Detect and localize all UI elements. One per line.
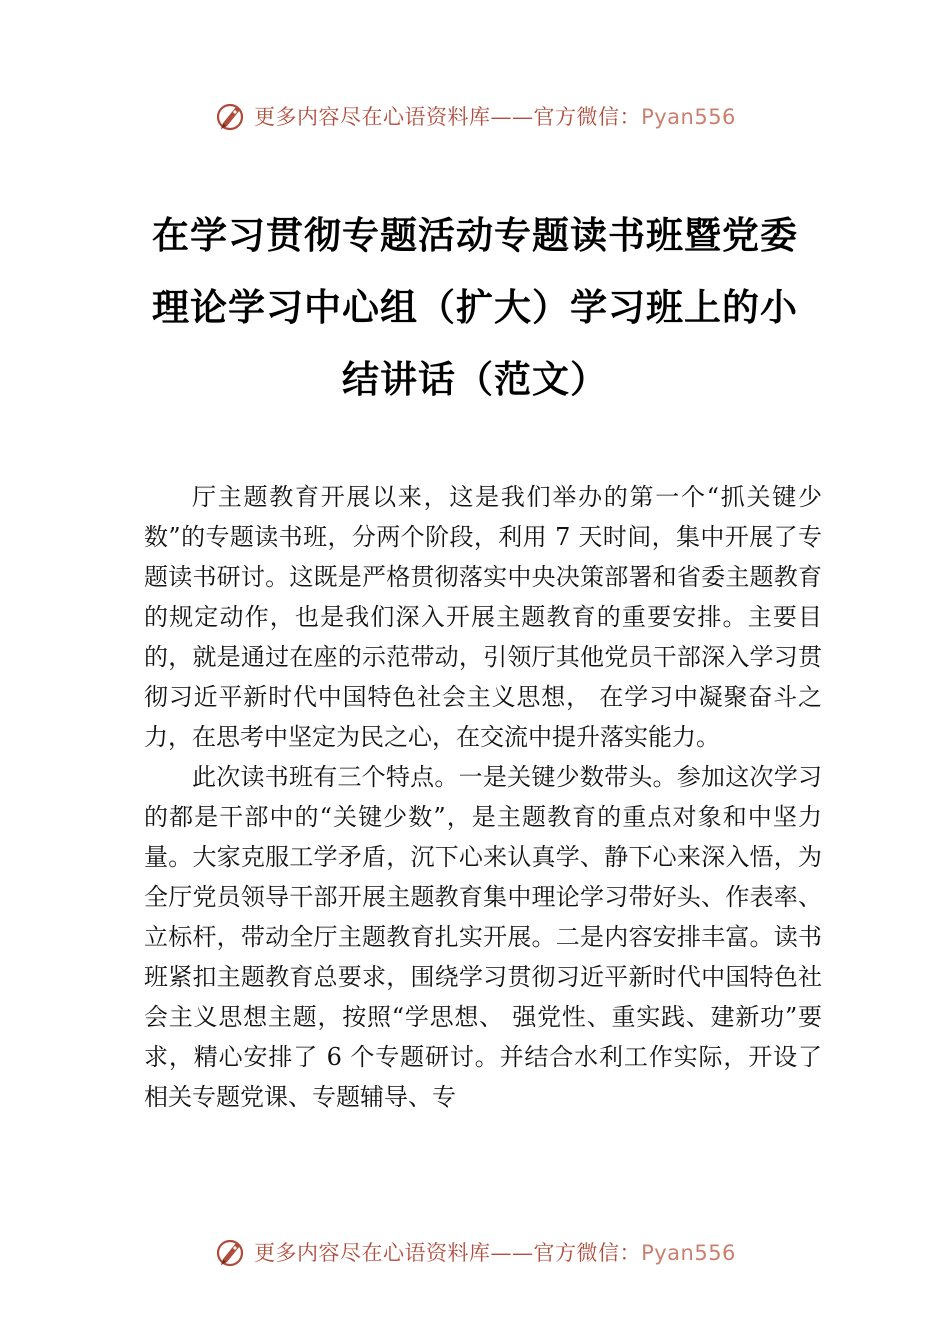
footer-watermark xyxy=(0,1232,950,1272)
watermark-text xyxy=(254,1237,736,1267)
header-watermark xyxy=(0,96,950,136)
watermark-handle: Pyan556 xyxy=(641,1241,736,1265)
document-body xyxy=(144,477,822,1117)
watermark-text xyxy=(254,101,736,131)
watermark-handle: Pyan556 xyxy=(641,105,736,129)
pen-nib-logo-icon xyxy=(214,99,248,133)
watermark-prefix: 更多内容尽在心语资料库——官方微信： xyxy=(254,105,642,129)
pen-nib-logo-icon xyxy=(214,1235,248,1269)
paragraph-1: 厅主题教育开展以来，这是我们举办的第一个“抓关键少数”的专题读书班，分两个阶段，利用 7 天时间，集中开展了专题读书研讨。这既是严格贯彻落实中央决策部署和省委主题教育的规定动作，也是我们深入开展主题教育的重要安排。主要目的，就是通过在座的示范带动，引领厅其他党员干部深入学习贯彻习近平新时代中国特色社会主义思想， 在学习中凝聚奋斗之力，在思考中坚定为民之心，在交流中提升落实能力。 xyxy=(144,483,822,751)
document-title: 在学习贯彻专题活动专题读书班暨党委理论学习中心组（扩大）学习班上的小结讲话（范文） xyxy=(152,214,798,401)
paragraph-2: 此次读书班有三个特点。一是关键少数带头。参加这次学习的都是干部中的“关键少数”，是主题教育的重点对象和中坚力量。大家克服工学矛盾，沉下心来认真学、静下心来深入悟，为全厅党员领导干部开展主题教育集中理论学习带好头、作表率、立标杆，带动全厅主题教育扎实开展。二是内容安排丰富。读书班紧扣主题教育总要求，围绕学习贯彻习近平新时代中国特色社会主义思想主题，按照“学思想、 强党性、重实践、建新功”要求，精心安排了 6 个专题研讨。并结合水利工作实际，开设了相关专题党课、专题辅导、专 xyxy=(144,763,822,1111)
watermark-prefix: 更多内容尽在心语资料库——官方微信： xyxy=(254,1241,642,1265)
